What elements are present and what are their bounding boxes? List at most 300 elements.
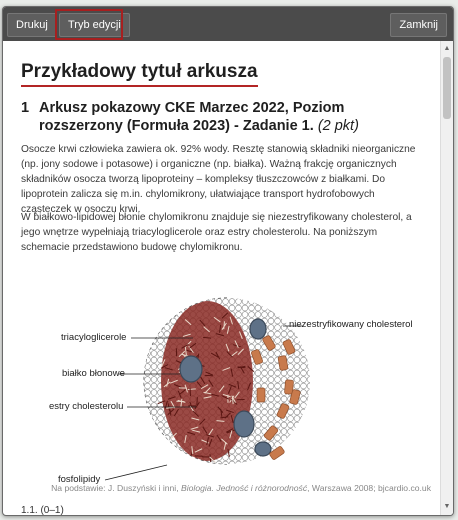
- phospholipid-head: [275, 383, 281, 389]
- phospholipid-head: [262, 409, 268, 415]
- phospholipid-head: [307, 377, 313, 383]
- phospholipid-head: [145, 312, 151, 318]
- phospholipid-head: [307, 331, 313, 337]
- phospholipid-head: [307, 435, 313, 441]
- phospholipid-head: [255, 403, 261, 409]
- phospholipid-head: [307, 396, 313, 402]
- phospholipid-head: [268, 403, 274, 409]
- phospholipid-head: [307, 364, 313, 370]
- phospholipid-head: [281, 422, 287, 428]
- phospholipid-head: [294, 292, 300, 298]
- phospholipid-head: [249, 461, 255, 467]
- phospholipid-head: [275, 403, 281, 409]
- phospholipid-head: [138, 416, 144, 422]
- phospholipid-head: [301, 396, 307, 402]
- phospholipid-head: [138, 429, 144, 435]
- phospholipid-head: [301, 312, 307, 318]
- phospholipid-head: [164, 312, 170, 318]
- phospholipid-head: [158, 338, 164, 344]
- phospholipid-head: [275, 292, 281, 298]
- phospholipid-head: [242, 442, 248, 448]
- phospholipid-head: [301, 435, 307, 441]
- phospholipid-head: [158, 448, 164, 454]
- phospholipid-head: [158, 305, 164, 311]
- phospholipid-head: [138, 292, 144, 298]
- phospholipid-head: [288, 305, 294, 311]
- phospholipid-head: [145, 435, 151, 441]
- chylomicron-figure: [21, 277, 433, 489]
- phospholipid-head: [138, 403, 144, 409]
- figure-source: [43, 483, 431, 493]
- phospholipid-head: [301, 299, 307, 305]
- phospholipid-head: [307, 416, 313, 422]
- phospholipid-head: [138, 331, 144, 337]
- phospholipid-head: [138, 299, 144, 305]
- membrane-protein-shape: [180, 356, 202, 382]
- phospholipid-head: [138, 357, 144, 363]
- phospholipid-head: [145, 461, 151, 467]
- phospholipid-head: [275, 305, 281, 311]
- phospholipid-head: [307, 351, 313, 357]
- print-button[interactable]: Drukuj: [7, 13, 57, 37]
- phospholipid-head: [301, 331, 307, 337]
- phospholipid-head: [223, 292, 229, 298]
- edit-mode-button[interactable]: Tryb edycji: [59, 13, 130, 37]
- phospholipid-head: [203, 292, 209, 298]
- phospholipid-head: [145, 403, 151, 409]
- phospholipid-head: [288, 416, 294, 422]
- phospholipid-head: [307, 422, 313, 428]
- phospholipid-head: [184, 461, 190, 467]
- phospholipid-head: [158, 299, 164, 305]
- phospholipid-head: [145, 305, 151, 311]
- phospholipid-head: [249, 344, 255, 350]
- task-title: Arkusz pokazowy CKE Marzec 2022, Poziom rozszerzony (Formuła 2023) - Zadanie 1.: [39, 100, 345, 134]
- phospholipid-head: [294, 338, 300, 344]
- phospholipid-head: [307, 390, 313, 396]
- phospholipid-head: [138, 318, 144, 324]
- phospholipid-head: [242, 325, 248, 331]
- phospholipid-head: [138, 351, 144, 357]
- phospholipid-head: [281, 331, 287, 337]
- phospholipid-head: [301, 344, 307, 350]
- phospholipid-head: [307, 299, 313, 305]
- phospholipid-head: [307, 448, 313, 454]
- phospholipid-head: [236, 292, 242, 298]
- phospholipid-head: [158, 416, 164, 422]
- phospholipid-head: [177, 305, 183, 311]
- phospholipid-head: [307, 357, 313, 363]
- scroll-up-icon[interactable]: ▲: [443, 45, 451, 52]
- close-button[interactable]: Zamknij: [390, 13, 447, 37]
- phospholipid-head: [249, 448, 255, 454]
- phospholipid-head: [151, 351, 157, 357]
- phospholipid-head: [281, 461, 287, 467]
- phospholipid-head: [268, 390, 274, 396]
- subtask-label: 1.1. (0–1): [21, 505, 64, 515]
- phospholipid-head: [151, 409, 157, 415]
- source-title: Biologia. Jedność i różnorodność: [181, 483, 308, 493]
- phospholipid-head: [262, 351, 268, 357]
- phospholipid-head: [268, 325, 274, 331]
- phospholipid-head: [255, 461, 261, 467]
- phospholipid-head: [301, 416, 307, 422]
- phospholipid-head: [307, 305, 313, 311]
- phospholipid-head: [262, 422, 268, 428]
- phospholipid-head: [255, 422, 261, 428]
- phospholipid-head: [151, 312, 157, 318]
- phospholipid-head: [249, 455, 255, 461]
- phospholipid-head: [138, 338, 144, 344]
- scroll-down-icon[interactable]: ▼: [443, 503, 451, 510]
- phospholipid-head: [216, 292, 222, 298]
- phospholipid-head: [158, 344, 164, 350]
- membrane-protein-shape: [250, 319, 266, 339]
- phospholipid-head: [151, 325, 157, 331]
- phospholipid-head: [249, 292, 255, 298]
- phospholipid-head: [145, 364, 151, 370]
- phospholipid-head: [145, 416, 151, 422]
- phospholipid-head: [275, 435, 281, 441]
- phospholipid-head: [145, 448, 151, 454]
- phospholipid-head: [301, 409, 307, 415]
- phospholipid-head: [138, 305, 144, 311]
- phospholipid-head: [275, 422, 281, 428]
- phospholipid-head: [184, 292, 190, 298]
- phospholipid-head: [145, 325, 151, 331]
- phospholipid-head: [229, 305, 235, 311]
- phospholipid-head: [145, 422, 151, 428]
- phospholipid-head: [151, 448, 157, 454]
- phospholipid-head: [301, 390, 307, 396]
- phospholipid-head: [190, 461, 196, 467]
- phospholipid-head: [275, 461, 281, 467]
- phospholipid-head: [281, 305, 287, 311]
- phospholipid-head: [145, 331, 151, 337]
- phospholipid-head: [177, 299, 183, 305]
- phospholipid-head: [268, 357, 274, 363]
- phospholipid-head: [301, 461, 307, 467]
- phospholipid-head: [268, 299, 274, 305]
- phospholipid-head: [275, 390, 281, 396]
- phospholipid-head: [158, 422, 164, 428]
- worksheet-content: [3, 41, 441, 515]
- chylomicron-diagram: [21, 277, 433, 489]
- phospholipid-head: [255, 377, 261, 383]
- label-triacylglycerols: triacyloglicerole: [61, 332, 127, 343]
- phospholipid-head: [262, 299, 268, 305]
- phospholipid-head: [307, 409, 313, 415]
- phospholipid-head: [151, 318, 157, 324]
- phospholipid-head: [301, 448, 307, 454]
- phospholipid-head: [281, 312, 287, 318]
- phospholipid-head: [281, 435, 287, 441]
- phospholipid-head: [164, 435, 170, 441]
- phospholipid-head: [151, 305, 157, 311]
- phospholipid-head: [255, 292, 261, 298]
- phospholipid-head: [184, 299, 190, 305]
- phospholipid-head: [294, 455, 300, 461]
- phospholipid-head: [281, 442, 287, 448]
- phospholipid-head: [138, 383, 144, 389]
- phospholipid-head: [281, 455, 287, 461]
- phospholipid-head: [255, 305, 261, 311]
- phospholipid-head: [138, 390, 144, 396]
- phospholipid-head: [288, 422, 294, 428]
- phospholipid-head: [236, 312, 242, 318]
- vertical-scrollbar[interactable]: [440, 41, 453, 515]
- triacylglycerol-chain: [188, 389, 196, 390]
- phospholipid-head: [294, 429, 300, 435]
- phospholipid-head: [288, 461, 294, 467]
- phospholipid-head: [255, 312, 261, 318]
- phospholipid-head: [197, 292, 203, 298]
- phospholipid-head: [223, 299, 229, 305]
- phospholipid-head: [255, 370, 261, 376]
- phospholipid-head: [275, 312, 281, 318]
- phospholipid-head: [275, 377, 281, 383]
- phospholipid-head: [190, 299, 196, 305]
- phospholipid-head: [158, 351, 164, 357]
- phospholipid-head: [262, 377, 268, 383]
- phospholipid-head: [288, 357, 294, 363]
- phospholipid-head: [294, 344, 300, 350]
- phospholipid-head: [151, 422, 157, 428]
- phospholipid-head: [151, 370, 157, 376]
- phospholipid-head: [242, 299, 248, 305]
- phospholipid-head: [294, 370, 300, 376]
- phospholipid-head: [268, 461, 274, 467]
- phospholipid-head: [301, 305, 307, 311]
- phospholipid-head: [268, 305, 274, 311]
- phospholipid-head: [275, 318, 281, 324]
- phospholipid-head: [294, 299, 300, 305]
- phospholipid-head: [145, 351, 151, 357]
- phospholipid-head: [294, 357, 300, 363]
- phospholipid-head: [151, 403, 157, 409]
- phospholipid-head: [242, 318, 248, 324]
- phospholipid-head: [288, 429, 294, 435]
- phospholipid-head: [151, 364, 157, 370]
- phospholipid-head: [275, 299, 281, 305]
- phospholipid-head: [138, 312, 144, 318]
- phospholipid-head: [151, 442, 157, 448]
- phospholipid-head: [158, 312, 164, 318]
- phospholipid-head: [262, 461, 268, 467]
- phospholipid-head: [229, 299, 235, 305]
- phospholipid-head: [255, 416, 261, 422]
- phospholipid-head: [151, 416, 157, 422]
- phospholipid-head: [281, 429, 287, 435]
- phospholipid-head: [268, 409, 274, 415]
- particle-body: [138, 292, 313, 467]
- phospholipid-head: [301, 455, 307, 461]
- phospholipid-head: [294, 422, 300, 428]
- phospholipid-head: [151, 455, 157, 461]
- phospholipid-head: [268, 396, 274, 402]
- phospholipid-head: [281, 318, 287, 324]
- phospholipid-head: [145, 390, 151, 396]
- phospholipid-head: [242, 461, 248, 467]
- phospholipid-head: [301, 429, 307, 435]
- phospholipid-head: [288, 409, 294, 415]
- phospholipid-head: [138, 435, 144, 441]
- phospholipid-head: [268, 351, 274, 357]
- phospholipid-head: [164, 325, 170, 331]
- phospholipid-head: [262, 364, 268, 370]
- phospholipid-head: [171, 455, 177, 461]
- description-paragraph: W białkowo-lipidowej błonie chylomikronu znajduje się niezestryfikowany cholesterol, a jego wnętrze wypełniają triacyloglicerole oraz estry cholesterolu. Na poniższym schemacie przedstawiono budowę chylomikronu.: [21, 212, 412, 253]
- scrollbar-thumb[interactable]: [443, 57, 451, 119]
- phospholipid-head: [301, 351, 307, 357]
- phospholipid-head: [236, 299, 242, 305]
- phospholipid-head: [294, 416, 300, 422]
- membrane-protein-shape: [255, 442, 271, 456]
- phospholipid-head: [236, 305, 242, 311]
- phospholipid-head: [164, 448, 170, 454]
- phospholipid-head: [301, 442, 307, 448]
- phospholipid-head: [151, 461, 157, 467]
- phospholipid-head: [294, 435, 300, 441]
- phospholipid-head: [171, 461, 177, 467]
- phospholipid-head: [281, 396, 287, 402]
- phospholipid-head: [171, 305, 177, 311]
- phospholipid-head: [151, 292, 157, 298]
- phospholipid-head: [301, 370, 307, 376]
- phospholipid-head: [301, 403, 307, 409]
- phospholipid-head: [301, 422, 307, 428]
- phospholipid-head: [151, 429, 157, 435]
- phospholipid-head: [177, 292, 183, 298]
- phospholipid-head: [275, 331, 281, 337]
- phospholipid-head: [255, 429, 261, 435]
- phospholipid-head: [281, 292, 287, 298]
- phospholipid-head: [275, 351, 281, 357]
- membrane-protein-shape: [234, 411, 254, 437]
- phospholipid-head: [151, 331, 157, 337]
- phospholipid-head: [151, 299, 157, 305]
- phospholipid-head: [268, 312, 274, 318]
- phospholipid-head: [307, 455, 313, 461]
- phospholipid-head: [177, 455, 183, 461]
- phospholipid-head: [145, 344, 151, 350]
- phospholipid-head: [151, 338, 157, 344]
- phospholipid-head: [158, 435, 164, 441]
- phospholipid-head: [294, 409, 300, 415]
- phospholipid-head: [236, 442, 242, 448]
- phospholipid-head: [164, 292, 170, 298]
- phospholipid-head: [262, 292, 268, 298]
- phospholipid-head: [307, 312, 313, 318]
- phospholipid-head: [236, 448, 242, 454]
- phospholipid-head: [145, 357, 151, 363]
- phospholipid-head: [164, 442, 170, 448]
- phospholipid-head: [138, 377, 144, 383]
- phospholipid-head: [275, 396, 281, 402]
- label-membrane-protein: białko błonowe: [62, 368, 125, 379]
- phospholipid-head: [294, 331, 300, 337]
- phospholipid-head: [249, 312, 255, 318]
- phospholipid-head: [301, 292, 307, 298]
- phospholipid-head: [138, 325, 144, 331]
- phospholipid-head: [158, 318, 164, 324]
- phospholipid-head: [236, 455, 242, 461]
- phospholipid-head: [145, 442, 151, 448]
- phospholipid-head: [236, 461, 242, 467]
- phospholipid-head: [288, 442, 294, 448]
- phospholipid-head: [301, 377, 307, 383]
- phospholipid-head: [294, 305, 300, 311]
- phospholipid-head: [249, 435, 255, 441]
- phospholipid-head: [164, 429, 170, 435]
- phospholipid-head: [249, 338, 255, 344]
- phospholipid-head: [281, 325, 287, 331]
- phospholipid-head: [138, 409, 144, 415]
- phospholipid-head: [151, 377, 157, 383]
- sheet-title: Przykładowy tytuł arkusza: [21, 61, 258, 87]
- phospholipid-head: [242, 312, 248, 318]
- phospholipid-head: [229, 292, 235, 298]
- phospholipid-head: [294, 312, 300, 318]
- phospholipid-head: [307, 338, 313, 344]
- phospholipid-head: [249, 442, 255, 448]
- phospholipid-head: [249, 305, 255, 311]
- phospholipid-head: [171, 292, 177, 298]
- phospholipid-head: [294, 364, 300, 370]
- phospholipid-head: [275, 370, 281, 376]
- worksheet-window: [2, 6, 454, 516]
- phospholipid-head: [151, 396, 157, 402]
- phospholipid-head: [151, 390, 157, 396]
- phospholipid-head: [301, 357, 307, 363]
- phospholipid-head: [307, 461, 313, 467]
- phospholipid-head: [307, 442, 313, 448]
- phospholipid-head: [145, 409, 151, 415]
- phospholipid-head: [138, 448, 144, 454]
- phospholipid-head: [268, 370, 274, 376]
- phospholipid-head: [288, 312, 294, 318]
- phospholipid-head: [184, 455, 190, 461]
- phospholipid-head: [288, 435, 294, 441]
- toolbar: [3, 7, 453, 41]
- phospholipid-head: [158, 442, 164, 448]
- phospholipid-head: [171, 299, 177, 305]
- task-points: (2 pkt): [317, 118, 359, 134]
- phospholipid-head: [164, 455, 170, 461]
- phospholipid-head: [164, 461, 170, 467]
- phospholipid-head: [164, 299, 170, 305]
- label-phospholipids: fosfolipidy: [58, 474, 101, 485]
- phospholipid-head: [288, 331, 294, 337]
- phospholipid-head: [281, 370, 287, 376]
- phospholipid-head: [158, 409, 164, 415]
- phospholipid-head: [197, 461, 203, 467]
- phospholipid-head: [164, 305, 170, 311]
- phospholipid-head: [294, 377, 300, 383]
- phospholipid-head: [268, 383, 274, 389]
- phospholipid-head: [301, 383, 307, 389]
- phospholipid-head: [210, 292, 216, 298]
- phospholipid-head: [275, 338, 281, 344]
- phospholipid-head: [151, 357, 157, 363]
- phospholipid-head: [255, 409, 261, 415]
- phospholipid-head: [145, 429, 151, 435]
- cholesterol-molecule: [257, 388, 265, 402]
- phospholipid-head: [138, 461, 144, 467]
- phospholipid-head: [171, 448, 177, 454]
- task-title-wrap: [39, 99, 424, 135]
- phospholipid-head: [307, 344, 313, 350]
